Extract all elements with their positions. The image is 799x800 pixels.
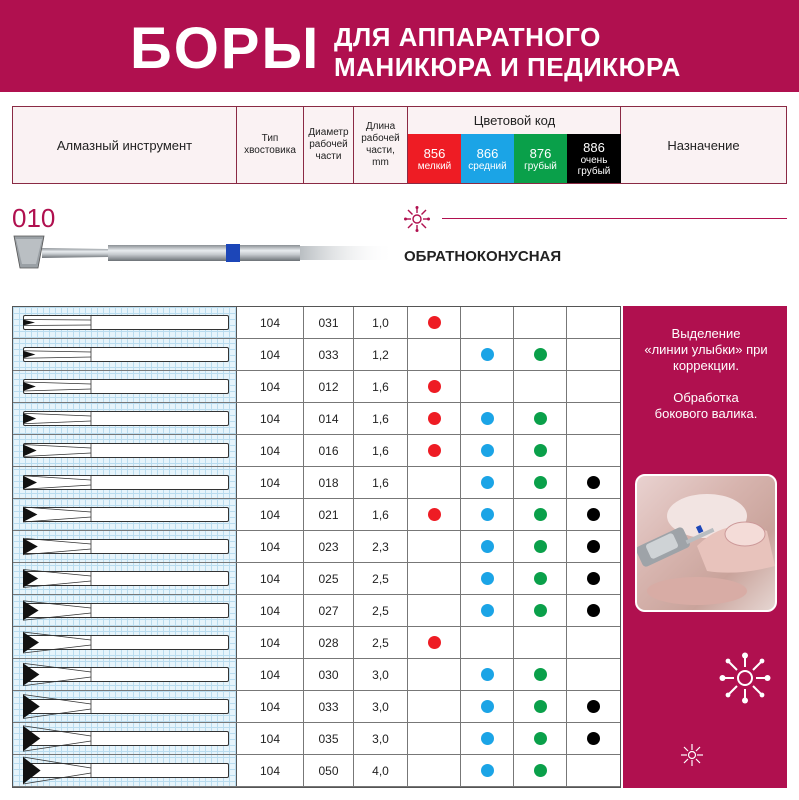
working-length: 2,5 — [354, 627, 408, 658]
grit-dot — [481, 764, 494, 777]
grit-availability-cell — [567, 595, 620, 626]
grit-availability-cell — [408, 659, 461, 690]
grit-dot — [587, 732, 600, 745]
bur-profile-cell — [13, 435, 237, 466]
shank-type: 104 — [237, 307, 304, 338]
grit-availability-cell — [461, 435, 514, 466]
working-diameter: 027 — [304, 595, 354, 626]
grit-availability-cell — [567, 627, 620, 658]
purpose-line: Обработка — [673, 390, 739, 405]
bur-profile-shape — [13, 499, 237, 530]
banner-subtitle-line1: ДЛЯ АППАРАТНОГО — [334, 22, 601, 52]
product-name: ОБРАТНОКОНУСНАЯ — [404, 248, 562, 265]
grit-availability-cell — [408, 403, 461, 434]
grit-dot — [534, 540, 547, 553]
table-row — [13, 435, 620, 467]
grit-dot — [587, 700, 600, 713]
header-diam-line1: Диаметр — [308, 127, 349, 138]
grit-dot — [534, 764, 547, 777]
bur-profile-cell — [13, 659, 237, 690]
bur-profile-shape — [13, 691, 237, 722]
grit-availability-cell — [514, 723, 567, 754]
grit-dot — [428, 380, 441, 393]
working-diameter: 025 — [304, 563, 354, 594]
table-row — [13, 627, 620, 659]
grit-availability-cell — [514, 403, 567, 434]
grit-availability-cell — [514, 371, 567, 402]
header-diameter — [304, 107, 354, 183]
grit-availability-cell — [461, 339, 514, 370]
grit-dot — [481, 508, 494, 521]
grit-dot — [481, 572, 494, 585]
working-diameter: 012 — [304, 371, 354, 402]
working-diameter: 035 — [304, 723, 354, 754]
grit-availability-cell — [567, 403, 620, 434]
bur-profile-shape — [13, 563, 237, 594]
working-diameter: 016 — [304, 435, 354, 466]
working-length: 3,0 — [354, 723, 408, 754]
header-purpose: Назначение — [667, 137, 740, 153]
purpose-line: «линии улыбки» при — [644, 342, 768, 357]
table-header — [12, 106, 787, 184]
grit-dot — [481, 700, 494, 713]
grit-dot — [534, 668, 547, 681]
grit-availability-cell — [567, 435, 620, 466]
color-code-886 — [567, 134, 621, 183]
grit-availability-cell — [461, 499, 514, 530]
bur-profile-shape — [13, 467, 237, 498]
color-code-label: средний — [468, 160, 507, 172]
table-row — [13, 563, 620, 595]
grit-availability-cell — [408, 755, 461, 786]
color-code-num: 886 — [583, 140, 605, 155]
bur-profile-shape — [13, 755, 237, 786]
grit-availability-cell — [408, 339, 461, 370]
working-length: 1,6 — [354, 435, 408, 466]
grit-availability-cell — [514, 435, 567, 466]
working-length: 1,6 — [354, 371, 408, 402]
grit-dot — [534, 732, 547, 745]
shank-type: 104 — [237, 499, 304, 530]
grit-availability-cell — [514, 531, 567, 562]
working-diameter: 033 — [304, 691, 354, 722]
separator-line — [442, 218, 787, 219]
purpose-text — [623, 326, 789, 422]
color-code-num: 866 — [476, 145, 499, 161]
purpose-line: коррекции. — [672, 358, 740, 373]
shank-type: 104 — [237, 339, 304, 370]
table-row — [13, 467, 620, 499]
grit-availability-cell — [408, 499, 461, 530]
ornament-icon — [404, 206, 430, 232]
bur-profile-shape — [13, 595, 237, 626]
working-length: 1,6 — [354, 499, 408, 530]
bur-illustration — [8, 230, 398, 276]
grit-availability-cell — [567, 467, 620, 498]
grit-dot — [534, 412, 547, 425]
shank-type: 104 — [237, 371, 304, 402]
bur-profile-cell — [13, 403, 237, 434]
product-table — [12, 306, 621, 788]
bur-profile-cell — [13, 531, 237, 562]
bur-profile-cell — [13, 307, 237, 338]
color-code-866 — [461, 134, 514, 183]
grit-availability-cell — [514, 691, 567, 722]
title-banner — [0, 0, 799, 92]
bur-profile-cell — [13, 627, 237, 658]
grit-dot — [428, 444, 441, 457]
purpose-line: бокового валика. — [654, 406, 758, 421]
table-row — [13, 531, 620, 563]
grit-availability-cell — [408, 563, 461, 594]
grit-dot — [534, 572, 547, 585]
grit-availability-cell — [567, 499, 620, 530]
grit-availability-cell — [514, 595, 567, 626]
header-color-code — [408, 107, 621, 183]
grit-availability-cell — [408, 723, 461, 754]
working-diameter: 033 — [304, 339, 354, 370]
shank-type: 104 — [237, 755, 304, 786]
bur-profile-cell — [13, 691, 237, 722]
grit-availability-cell — [408, 467, 461, 498]
grit-dot — [428, 636, 441, 649]
table-row — [13, 723, 620, 755]
header-len-line2: рабочей — [361, 133, 400, 144]
working-length: 1,0 — [354, 307, 408, 338]
purpose-line: Выделение — [671, 326, 741, 341]
table-row — [13, 371, 620, 403]
banner-title-big: БОРЫ — [130, 16, 321, 81]
bur-profile-cell — [13, 595, 237, 626]
shank-type: 104 — [237, 595, 304, 626]
shank-type: 104 — [237, 723, 304, 754]
bur-profile-cell — [13, 563, 237, 594]
table-row — [13, 755, 620, 787]
shank-type: 104 — [237, 531, 304, 562]
header-len-line1: Длина — [365, 121, 396, 132]
bur-profile-shape — [13, 723, 237, 754]
working-diameter: 021 — [304, 499, 354, 530]
working-length: 3,0 — [354, 691, 408, 722]
shank-type: 104 — [237, 627, 304, 658]
color-code-label: мелкий — [417, 160, 452, 172]
grit-availability-cell — [461, 563, 514, 594]
header-shank-line1: Тип — [261, 133, 279, 144]
table-row — [13, 307, 620, 339]
grit-dot — [587, 572, 600, 585]
grit-dot — [428, 316, 441, 329]
grit-availability-cell — [461, 371, 514, 402]
grit-availability-cell — [514, 339, 567, 370]
grit-availability-cell — [408, 435, 461, 466]
grit-availability-cell — [461, 691, 514, 722]
working-length: 1,2 — [354, 339, 408, 370]
grit-availability-cell — [567, 531, 620, 562]
bur-profile-shape — [13, 531, 237, 562]
grit-availability-cell — [567, 691, 620, 722]
grit-availability-cell — [514, 499, 567, 530]
shank-type: 104 — [237, 659, 304, 690]
bur-profile-shape — [13, 307, 237, 338]
working-diameter: 030 — [304, 659, 354, 690]
grit-availability-cell — [514, 563, 567, 594]
color-code-876 — [514, 134, 567, 183]
table-row — [13, 499, 620, 531]
grit-availability-cell — [567, 307, 620, 338]
header-len-line3: части, — [366, 145, 395, 156]
working-diameter: 023 — [304, 531, 354, 562]
ornament-icon — [719, 652, 771, 704]
header-shank-line2: хвостовика — [244, 145, 296, 156]
header-diam-line2: рабочей — [309, 139, 348, 150]
grit-availability-cell — [408, 307, 461, 338]
header-diam-line3: части — [315, 151, 342, 162]
table-row — [13, 595, 620, 627]
working-length: 1,6 — [354, 403, 408, 434]
grit-dot — [534, 476, 547, 489]
grit-dot — [534, 700, 547, 713]
grit-dot — [534, 444, 547, 457]
grit-dot — [587, 508, 600, 521]
table-row — [13, 691, 620, 723]
header-len-line4: mm — [372, 157, 389, 168]
header-shank — [237, 107, 304, 183]
working-length: 1,6 — [354, 467, 408, 498]
working-length: 4,0 — [354, 755, 408, 786]
grit-availability-cell — [408, 371, 461, 402]
working-length: 2,5 — [354, 563, 408, 594]
shank-type: 104 — [237, 435, 304, 466]
working-diameter: 031 — [304, 307, 354, 338]
shank-type: 104 — [237, 563, 304, 594]
grit-availability-cell — [461, 659, 514, 690]
table-row — [13, 659, 620, 691]
grit-availability-cell — [461, 467, 514, 498]
bur-profile-cell — [13, 755, 237, 786]
grit-availability-cell — [567, 723, 620, 754]
bur-profile-shape — [13, 435, 237, 466]
color-code-num: 876 — [529, 145, 552, 161]
grit-availability-cell — [567, 755, 620, 786]
bur-profile-shape — [13, 659, 237, 690]
grit-dot — [587, 476, 600, 489]
product-code: 010 — [12, 203, 56, 233]
banner-subtitle — [334, 22, 681, 82]
grit-dot — [587, 540, 600, 553]
color-code-label: грубый — [524, 160, 557, 172]
grit-availability-cell — [514, 307, 567, 338]
shank-type: 104 — [237, 467, 304, 498]
grit-availability-cell — [514, 627, 567, 658]
bur-profile-shape — [13, 339, 237, 370]
bur-profile-shape — [13, 403, 237, 434]
manicure-illustration — [637, 476, 777, 612]
working-length: 2,5 — [354, 595, 408, 626]
grit-availability-cell — [461, 307, 514, 338]
working-diameter: 050 — [304, 755, 354, 786]
grit-availability-cell — [514, 467, 567, 498]
working-length: 2,3 — [354, 531, 408, 562]
table-row — [13, 339, 620, 371]
color-code-num: 856 — [423, 145, 446, 161]
grit-availability-cell — [567, 563, 620, 594]
working-length: 3,0 — [354, 659, 408, 690]
grit-availability-cell — [461, 403, 514, 434]
bur-profile-cell — [13, 499, 237, 530]
grit-dot — [481, 412, 494, 425]
grit-dot — [428, 508, 441, 521]
bur-profile-cell — [13, 723, 237, 754]
grit-availability-cell — [461, 755, 514, 786]
header-tool: Алмазный инструмент — [13, 107, 237, 183]
purpose-panel — [621, 306, 787, 788]
table-row — [13, 403, 620, 435]
grit-dot — [587, 604, 600, 617]
grit-availability-cell — [567, 339, 620, 370]
grit-availability-cell — [408, 595, 461, 626]
grit-dot — [481, 668, 494, 681]
bur-profile-cell — [13, 371, 237, 402]
manicure-photo — [635, 474, 777, 612]
grit-dot — [534, 604, 547, 617]
grit-dot — [481, 604, 494, 617]
grit-dot — [481, 540, 494, 553]
working-diameter: 014 — [304, 403, 354, 434]
grit-dot — [481, 732, 494, 745]
grit-availability-cell — [408, 691, 461, 722]
color-code-label2: грубый — [577, 166, 611, 177]
grit-dot — [481, 476, 494, 489]
working-diameter: 028 — [304, 627, 354, 658]
color-code-856 — [408, 134, 461, 183]
bur-profile-cell — [13, 467, 237, 498]
grit-availability-cell — [567, 659, 620, 690]
grit-availability-cell — [408, 531, 461, 562]
grit-availability-cell — [461, 723, 514, 754]
grit-availability-cell — [514, 755, 567, 786]
shank-type: 104 — [237, 403, 304, 434]
header-length — [354, 107, 408, 183]
grit-availability-cell — [461, 595, 514, 626]
grit-availability-cell — [514, 659, 567, 690]
grit-dot — [534, 348, 547, 361]
banner-subtitle-line2: МАНИКЮРА И ПЕДИКЮРА — [334, 52, 681, 82]
ornament-icon — [679, 742, 705, 768]
grit-dot — [481, 348, 494, 361]
color-code-label: очень — [580, 155, 608, 166]
grit-dot — [428, 412, 441, 425]
shank-type: 104 — [237, 691, 304, 722]
bur-profile-shape — [13, 627, 237, 658]
bur-profile-shape — [13, 371, 237, 402]
grit-availability-cell — [408, 627, 461, 658]
grit-availability-cell — [461, 627, 514, 658]
grit-availability-cell — [461, 531, 514, 562]
color-code-title: Цветовой код — [473, 113, 556, 128]
grit-dot — [534, 508, 547, 521]
working-diameter: 018 — [304, 467, 354, 498]
grit-availability-cell — [567, 371, 620, 402]
bur-profile-cell — [13, 339, 237, 370]
grit-dot — [481, 444, 494, 457]
